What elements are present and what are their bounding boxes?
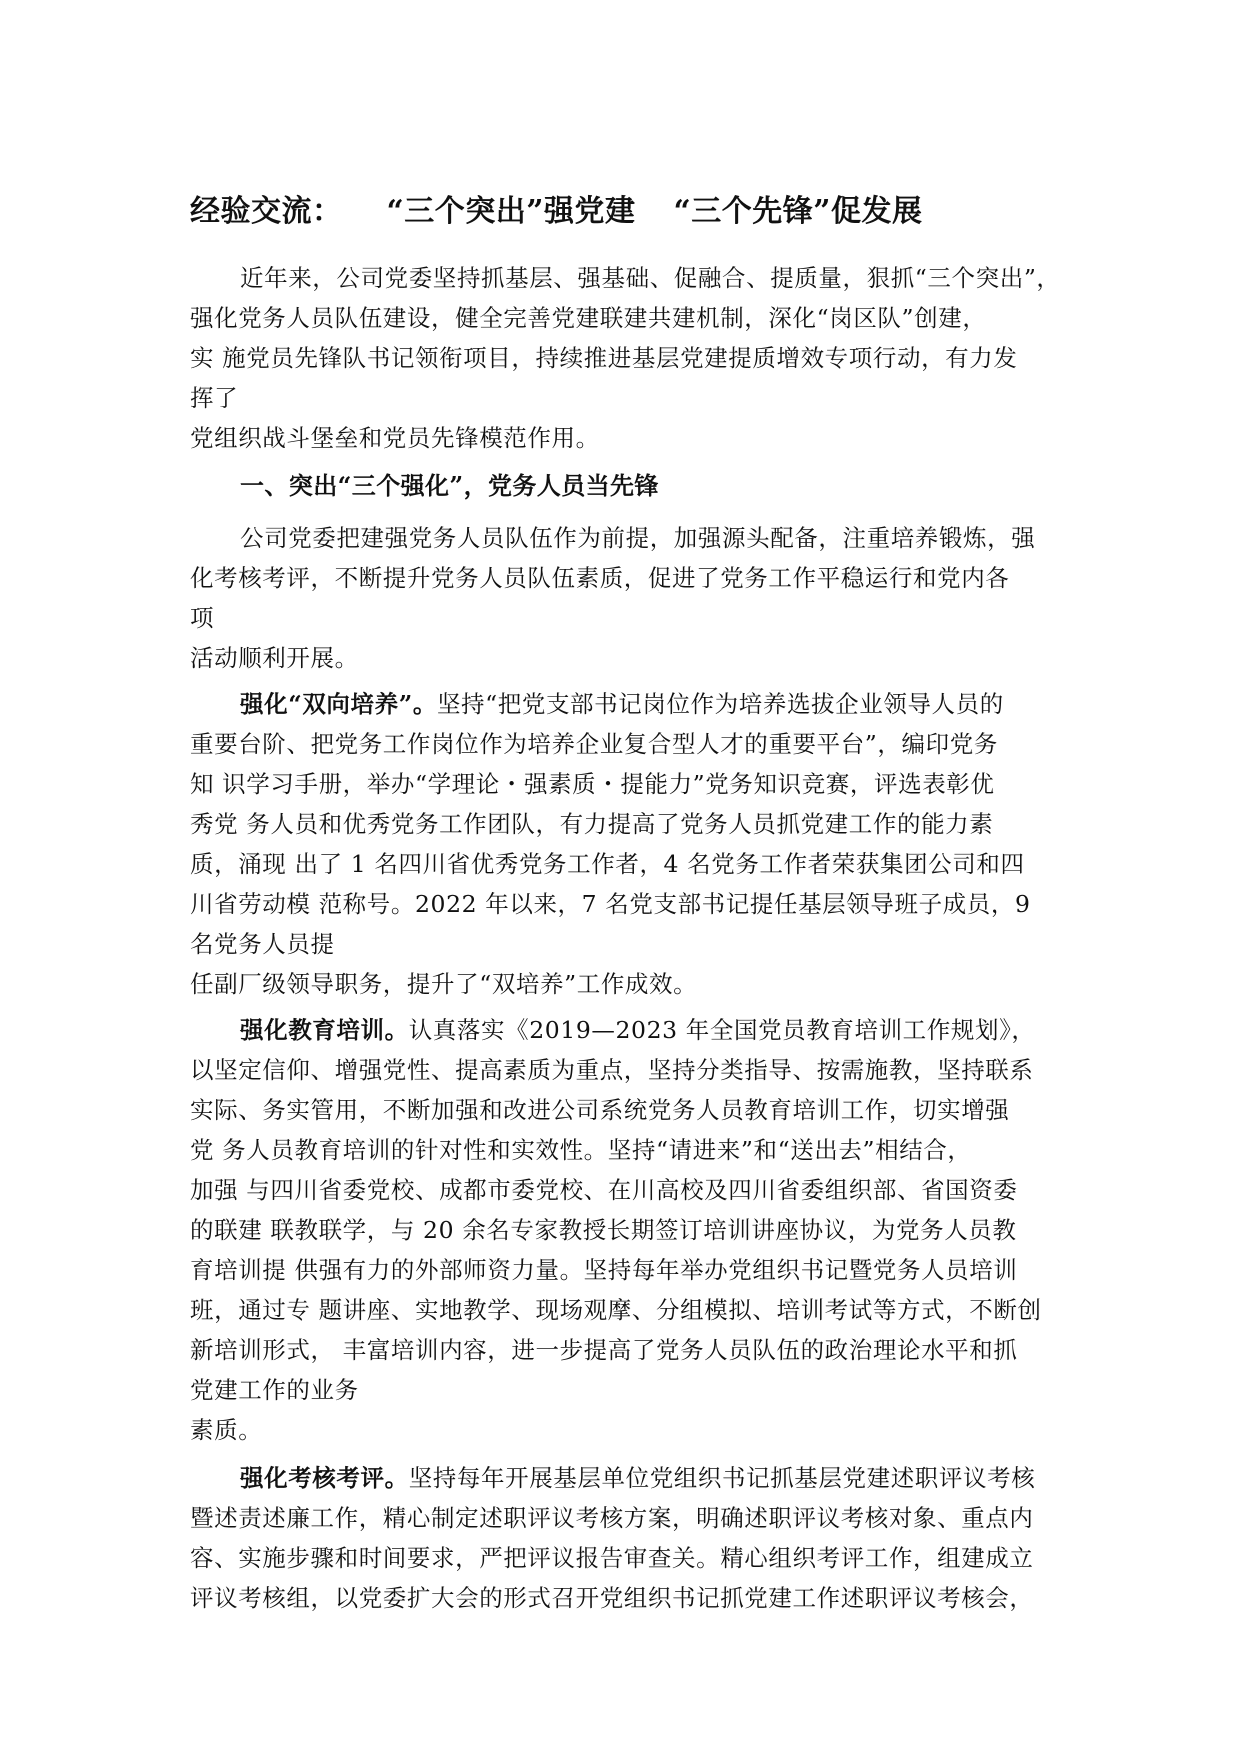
text-line: 班，通过专 题讲座、实地教学、现场观摩、分组模拟、培训考试等方式，不断创 [190, 1296, 1042, 1324]
text-line: 新培训形式， 丰富培训内容，进一步提高了党务人员队伍的政治理论水平和抓 [190, 1336, 1018, 1364]
title-prefix: 经验交流： [190, 194, 343, 229]
text-line: 暨述责述廉工作，精心制定述职评议考核方案，明确述职评议考核对象、重点内 [190, 1504, 1034, 1532]
text-line: 公司党委把建强党务人员队伍作为前提，加强源头配备，注重培养锻炼，强 [240, 524, 1036, 552]
item-paragraph-education-training [190, 1010, 1052, 1450]
text-line: 强化党务人员队伍建设，健全完善党建联建共建机制，深化“岗区队”创建， [190, 304, 987, 332]
section-summary-paragraph [190, 518, 1052, 678]
text-line: 党建工作的业务 [190, 1376, 359, 1404]
text-line [190, 684, 1052, 724]
text-line: 川省劳动模 范称号。2022 年以来，7 名党支部书记提任基层领导班子成员，9 [190, 890, 1031, 918]
item-lead: 强化教育培训。 [240, 1016, 409, 1044]
item-lead: 强化“双向培养”。 [240, 690, 437, 718]
item-first-line-rest: 坚持每年开展基层单位党组织书记抓基层党建述职评议考核 [408, 1464, 1036, 1492]
text-line: 知 识学习手册，举办“学理论・强素质・提能力”党务知识竞赛，评选表彰优 [190, 770, 995, 798]
item-lead: 强化考核考评。 [240, 1464, 409, 1492]
text-line: 加强 与四川省委党校、成都市委党校、在川高校及四川省委组织部、省国资委 [190, 1176, 1018, 1204]
text-line: 重要台阶、把党务工作岗位作为培养企业复合型人才的重要平台”，编印党务 [190, 730, 998, 758]
text-line: 容、实施步骤和时间要求，严把评议报告审查关。精心组织考评工作，组建成立 [190, 1544, 1034, 1572]
item-paragraph-assessment [190, 1458, 1052, 1618]
text-line: 的联建 联教联学，与 20 余名专家教授长期签订培训讲座协议，为党务人员教 [190, 1216, 1017, 1244]
text-line: 党 务人员教育培训的针对性和实效性。坚持“请进来”和“送出去”相结合， [190, 1136, 972, 1164]
text-line: 实际、务实管用，不断加强和改进公司系统党务人员教育培训工作，切实增强 [190, 1096, 1010, 1124]
text-line: 党组织战斗堡垒和党员先锋模范作用。 [190, 424, 600, 452]
text-line: 育培训提 供强有力的外部师资力量。坚持每年举办党组织书记暨党务人员培训 [190, 1256, 1018, 1284]
intro-paragraph [190, 258, 1061, 458]
title-part-2: “三个先锋”促发展 [673, 194, 923, 229]
text-line: 任副厂级领导职务，提升了“双培养”工作成效。 [190, 970, 698, 998]
text-line [190, 1458, 1052, 1498]
item-paragraph-dual-training [190, 684, 1052, 1004]
text-line: 化考核考评，不断提升党务人员队伍素质，促进了党务工作平稳运行和党内各 [190, 564, 1010, 592]
text-line: 评议考核组，以党委扩大会的形式召开党组织书记抓党建工作述职评议考核会， [190, 1584, 1034, 1612]
text-line: 以坚定信仰、增强党性、提高素质为重点，坚持分类指导、按需施教，坚持联系 [190, 1056, 1034, 1084]
text-line: 活动顺利开展。 [190, 644, 359, 672]
section-heading: 一、突出“三个强化”，党务人员当先锋 [240, 471, 659, 500]
title-part-1: “三个突出”强党建 [386, 194, 636, 229]
text-line: 近年来，公司党委坚持抓基层、强基础、促融合、提质量，狠抓“三个突出”， [240, 264, 1061, 292]
text-line: 名党务人员提 [190, 930, 335, 958]
text-line: 项 [190, 604, 215, 632]
text-line [190, 1010, 1052, 1050]
text-line: 素质。 [190, 1416, 263, 1444]
text-line: 秀党 务人员和优秀党务工作团队，有力提高了党务人员抓党建工作的能力素 [190, 810, 994, 838]
text-line: 质，涌现 出了 1 名四川省优秀党务工作者，4 名党务工作者荣获集团公司和四 [190, 850, 1025, 878]
item-first-line-rest: 认真落实《2019—2023 年全国党员教育培训工作规划》， [408, 1016, 1036, 1044]
text-line: 实 施党员先锋队书记领衔项目，持续推进基层党建提质增效专项行动，有力发 [190, 344, 1018, 372]
text-line: 挥了 [190, 384, 239, 412]
item-first-line-rest: 坚持“把党支部书记岗位作为培养选拔企业领导人员的 [436, 690, 1004, 718]
document-title [190, 186, 1052, 230]
